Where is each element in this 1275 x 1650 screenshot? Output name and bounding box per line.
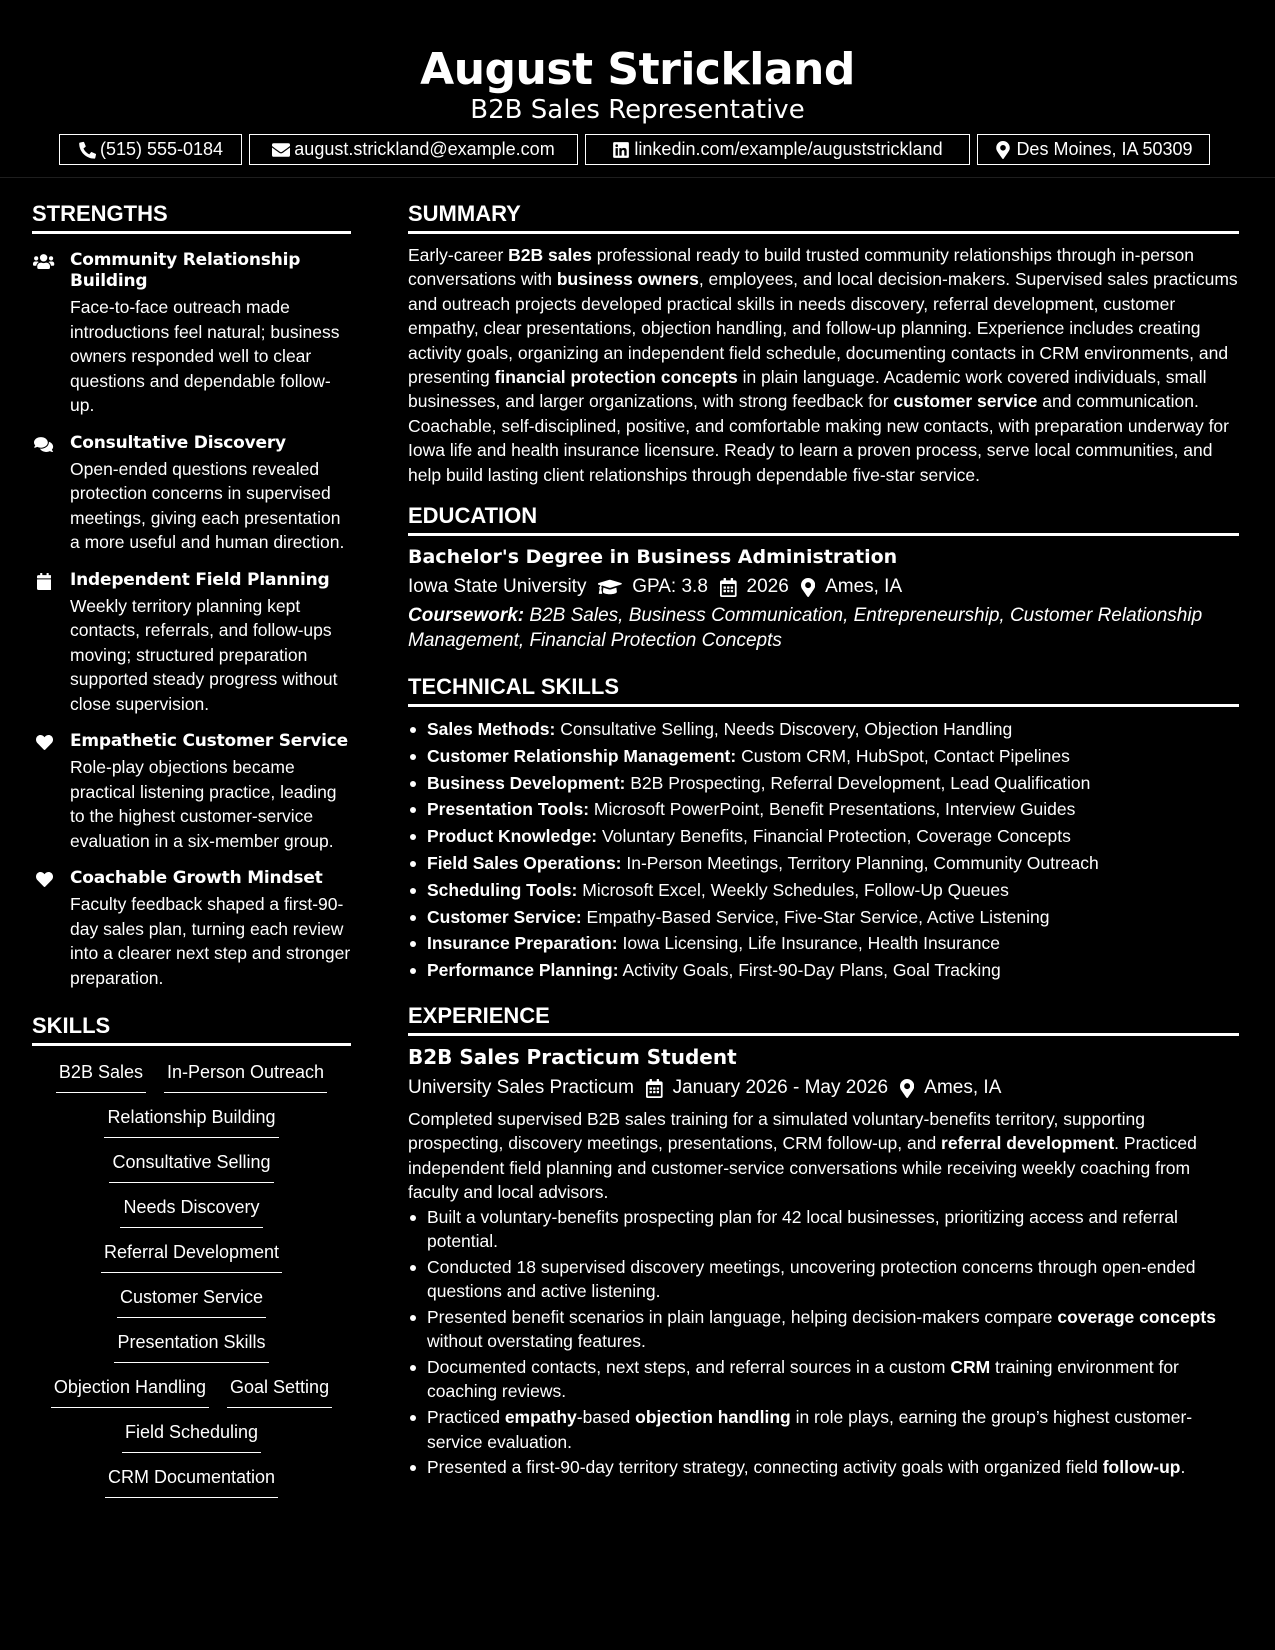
coursework (408, 604, 1239, 653)
text-run: without overstating features. (427, 1331, 646, 1352)
contact-text: Des Moines, IA 50309 (1016, 139, 1193, 159)
calendar-icon (720, 578, 737, 597)
education-location: Ames, IA (825, 576, 903, 598)
school-name: Iowa State University (408, 576, 587, 598)
list-item (408, 770, 1239, 797)
tech-value: Voluntary Benefits, Financial Protection, Coverage Concepts (597, 826, 1071, 847)
list-item (408, 877, 1239, 904)
text-run: Practiced (427, 1407, 505, 1428)
strength-title: Community Relationship Building (70, 250, 301, 291)
skill-tag: Consultative Selling (109, 1150, 273, 1183)
job-org: University Sales Practicum (408, 1077, 634, 1099)
skill-tag: CRM Documentation (105, 1465, 278, 1498)
right-column (408, 200, 1239, 1481)
strength-item (32, 250, 351, 418)
strength-desc: Open-ended questions revealed protection concerns in supervised meetings, giving each presentation a more useful and human direction. (70, 458, 345, 552)
job-location: Ames, IA (924, 1077, 1002, 1099)
list-item (408, 1205, 1239, 1254)
text-run: -based (576, 1407, 636, 1428)
strength-item (32, 433, 351, 555)
text-run: Documented contacts, next steps, and referral sources in a custom (427, 1356, 951, 1377)
candidate-title: B2B Sales Representative (470, 95, 805, 125)
emphasis-text: objection handling (635, 1407, 791, 1428)
text-run: . (1180, 1457, 1186, 1478)
graduation-cap-icon (598, 578, 622, 597)
tech-label: Performance Planning: (427, 960, 619, 981)
text-run: , employees, and local decision-makers. Supervised sales practicums and outreach projects developed practical skills in needs discovery, referral development, customer empathy, clear presentations, objection handling, and follow-up planning. Experience includes creating activity goals, organizing an independent field schedule, documenting contacts in CRM environments, and presenting (408, 269, 1238, 388)
phone-icon (78, 141, 96, 159)
graduation-year: 2026 (746, 576, 789, 598)
job-description (408, 1107, 1239, 1205)
education-heading: EDUCATION (408, 502, 1239, 536)
list-item (408, 1405, 1239, 1454)
emphasis-text: CRM (950, 1356, 991, 1377)
list-item (408, 1355, 1239, 1404)
text-run: Built a voluntary-benefits prospecting plan for 42 local businesses, prioritizing access and referral potential. (427, 1206, 1178, 1252)
tech-value: B2B Prospecting, Referral Development, Lead Qualification (625, 772, 1091, 793)
skill-row (32, 1375, 351, 1420)
strength-item (32, 731, 351, 853)
linkedin-icon (612, 141, 630, 159)
list-item (408, 850, 1239, 877)
contact-text: (515) 555-0184 (99, 139, 224, 159)
emphasis-text: follow-up (1102, 1457, 1181, 1478)
skill-tag: Relationship Building (104, 1105, 278, 1138)
list-item (408, 1255, 1239, 1304)
text-run: in role plays, earning the group’s highest customer-service evaluation. (427, 1407, 1193, 1452)
emphasis-text: referral development (941, 1133, 1115, 1154)
tech-value: Activity Goals, First-90-Day Plans, Goal Tracking (618, 960, 1001, 981)
skill-row (32, 1240, 351, 1285)
tech-value: Microsoft PowerPoint, Benefit Presentations, Interview Guides (589, 799, 1076, 820)
strength-title: Independent Field Planning (70, 569, 330, 590)
envelope-icon (272, 141, 290, 159)
skill-row (32, 1330, 351, 1375)
coursework-label: Coursework: (408, 605, 525, 627)
coursework-list: B2B Sales, Business Communication, Entrepreneurship, Customer Relationship Management, Financial Protection Concepts (408, 605, 1203, 651)
skill-row (32, 1105, 351, 1150)
tech-value: In-Person Meetings, Territory Planning, Community Outreach (621, 853, 1099, 874)
contact-bar (0, 134, 1275, 165)
map-pin-icon (900, 1079, 914, 1098)
tech-label: Scheduling Tools: (427, 879, 578, 900)
map-pin-icon (994, 141, 1012, 159)
map-pin-icon (801, 578, 815, 597)
tech-value: Custom CRM, HubSpot, Contact Pipelines (736, 745, 1070, 766)
tech-label: Product Knowledge: (427, 826, 598, 847)
contact-phone[interactable] (59, 134, 242, 165)
summary-text (408, 243, 1239, 487)
tech-label: Field Sales Operations: (427, 853, 622, 874)
list-item (408, 716, 1239, 743)
left-column (32, 200, 351, 1510)
tech-value: Microsoft Excel, Weekly Schedules, Follow-Up Queues (577, 879, 1009, 900)
tech-label: Customer Relationship Management: (427, 745, 737, 766)
skill-tag: Objection Handling (51, 1375, 209, 1408)
strength-desc: Faculty feedback shaped a first-90-day sales plan, turning each review into a clearer next step and stronger preparation. (70, 894, 351, 988)
candidate-name: August Strickland (420, 44, 855, 95)
tech-label: Sales Methods: (427, 719, 556, 740)
emphasis-text: customer service (893, 391, 1038, 412)
skill-row (32, 1195, 351, 1240)
contact-text: august.strickland@example.com (294, 139, 555, 159)
list-item (408, 1455, 1239, 1479)
strengths-heading: STRENGTHS (32, 200, 351, 234)
strength-title: Consultative Discovery (70, 432, 286, 453)
list-item (408, 1305, 1239, 1354)
technical-skills-heading: TECHNICAL SKILLS (408, 673, 1239, 707)
strength-desc: Face-to-face outreach made introductions feel natural; business owners responded well to clear questions and dependable follow-up. (70, 297, 340, 415)
tech-label: Presentation Tools: (427, 799, 590, 820)
skill-row (32, 1060, 351, 1105)
job-meta (408, 1074, 1239, 1102)
text-run: Completed supervised B2B sales training for a simulated voluntary-benefits territory, supporting prospecting, discovery meetings, presentations, CRM follow-up, and (408, 1109, 1145, 1154)
emphasis-text: financial protection concepts (494, 367, 738, 388)
job-dates: January 2026 - May 2026 (672, 1077, 889, 1099)
skill-tag: B2B Sales (56, 1060, 146, 1093)
emphasis-text: business owners (556, 269, 699, 290)
contact-linkedin[interactable] (585, 134, 970, 165)
skill-tag: Referral Development (101, 1240, 282, 1273)
job-bullets (408, 1205, 1239, 1480)
emphasis-text: coverage concepts (1057, 1306, 1216, 1327)
emphasis-text: empathy (504, 1407, 577, 1428)
technical-skills-list (408, 716, 1239, 984)
strength-desc: Role-play objections became practical listening practice, leading to the highest customer-service evaluation in a six-member group. (70, 757, 337, 851)
skill-row (32, 1420, 351, 1465)
skill-tag: Field Scheduling (122, 1420, 261, 1453)
list-item (408, 796, 1239, 823)
skill-row (32, 1285, 351, 1330)
text-run: and communication. Coachable, self-disciplined, positive, and comfortable making new contacts, with preparation underway for Iowa life and health insurance licensure. Ready to learn a proven process, serve local communities, and help build lasting client relationships through dependable five-star service. (408, 391, 1229, 485)
tech-value: Consultative Selling, Needs Discovery, Objection Handling (555, 719, 1013, 740)
degree-title: Bachelor's Degree in Business Administration (408, 546, 898, 569)
list-item (408, 743, 1239, 770)
education-meta (408, 573, 1239, 601)
heart-icon (32, 871, 56, 889)
strength-title: Coachable Growth Mindset (70, 868, 323, 888)
emphasis-text: B2B sales (508, 245, 592, 265)
list-item (408, 930, 1239, 957)
skill-row (32, 1150, 351, 1195)
strength-desc: Weekly territory planning kept contacts, referrals, and follow-ups moving; structured preparation supported steady progress without close supervision. (70, 595, 338, 714)
contact-location[interactable] (977, 134, 1210, 165)
text-run: training environment for coaching reviews. (427, 1356, 1179, 1402)
summary-heading: SUMMARY (408, 200, 1239, 234)
strength-item (32, 570, 351, 717)
heart-icon (32, 734, 56, 752)
tech-label: Business Development: (427, 772, 626, 793)
calendar-icon (32, 573, 56, 591)
tech-label: Customer Service: (427, 906, 582, 927)
gpa: GPA: 3.8 (632, 576, 708, 598)
text-run: Presented a first-90-day territory strategy, connecting activity goals with organized field (427, 1457, 1103, 1478)
comments-icon (32, 436, 56, 454)
job-title: B2B Sales Practicum Student (408, 1045, 737, 1070)
list-item (408, 823, 1239, 850)
skill-tag: Goal Setting (227, 1375, 332, 1408)
tech-label: Insurance Preparation: (427, 933, 618, 954)
text-run: . Practiced independent field planning and customer-service conversations while receiving weekly coaching from faculty and local advisors. (408, 1133, 1197, 1203)
text-run: professional ready to build trusted community relationships through in-person conversations with (408, 245, 1194, 290)
experience-heading: EXPERIENCE (408, 1002, 1239, 1036)
text-run: Presented benefit scenarios in plain language, helping decision-makers compare (427, 1306, 1058, 1327)
calendar-icon (646, 1079, 663, 1098)
skill-tag: Needs Discovery (120, 1195, 262, 1228)
tech-value: Iowa Licensing, Life Insurance, Health Insurance (617, 933, 1000, 954)
resume-header (0, 0, 1275, 178)
strength-item (32, 868, 351, 990)
skills-heading: SKILLS (32, 1012, 351, 1046)
tech-value: Empathy-Based Service, Five-Star Service, Active Listening (581, 906, 1050, 927)
text-run: Early-career (408, 245, 509, 265)
users-icon (32, 253, 56, 271)
text-run: Conducted 18 supervised discovery meetings, uncovering protection concerns through open-ended questions and active listening. (427, 1256, 1196, 1302)
skill-tag: Presentation Skills (114, 1330, 268, 1363)
text-run: in plain language. Academic work covered individuals, small businesses, and larger organizations, with strong feedback for (408, 367, 1207, 412)
skills-cloud (32, 1060, 351, 1510)
contact-text: linkedin.com/example/auguststrickland (634, 139, 943, 159)
list-item (408, 957, 1239, 984)
contact-email[interactable] (249, 134, 578, 165)
strength-title: Empathetic Customer Service (70, 731, 348, 751)
skill-tag: Customer Service (117, 1285, 266, 1318)
skill-tag: In-Person Outreach (164, 1060, 327, 1093)
list-item (408, 904, 1239, 931)
skill-row (32, 1465, 351, 1510)
